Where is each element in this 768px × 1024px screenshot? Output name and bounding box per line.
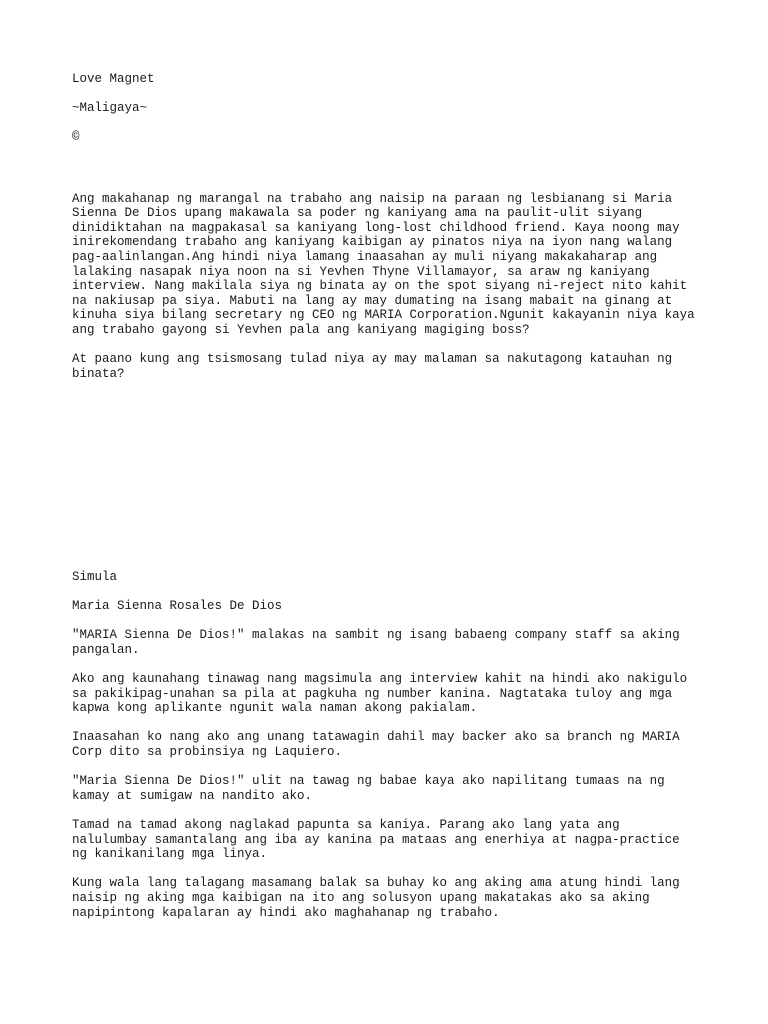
pov-name: Maria Sienna Rosales De Dios bbox=[72, 599, 283, 614]
book-title: Love Magnet bbox=[72, 72, 155, 86]
chapter-title: Simula bbox=[72, 569, 118, 584]
synopsis-paragraph: Ang makahanap ng marangal na trabaho ang naisip na paraan ng lesbianang si Maria Sienna De Dios upang makawala sa poder ng kaniyang ama na paulit-ulit siyang dinidiktahan na magpakasal sa kaniyang long-lost childhood friend. Kaya noong may inirekomendang trabaho ang kaniyang kaibigan ay pinatos niya na iyon nang walang pag-aalinlangan.Ang hindi niya lamang inaasahan ay muli niyang makakaharap ang lalaking nasapak niya noon na si Yevhen Thyne Villamayor, sa araw ng kaniyang interview. Nang makilala siya ng binata ay on the spot siyang ni-reject nito kahit na nakiusap pa siya. Mabuti na lang ay may dumating na isang mabait na ginang at kinuha siya bilang secretary ng CEO ng MARIA Corporation.Ngunit kakayanin niya kaya ang trabaho gayong si Yevhen pala ang kaniyang magiging boss? bbox=[72, 191, 695, 337]
copyright-symbol: © bbox=[72, 130, 80, 145]
synopsis-paragraph: At paano kung ang tsismosang tulad niya ay may malaman sa nakutagong katauhan ng binata? bbox=[72, 352, 673, 381]
story-paragraph: Tamad na tamad akong naglakad papunta sa kaniya. Parang ako lang yata ang nalulumbay samantalang ang iba ay kanina pa mataas ang enerhiya at nagpa-practice ng kanikanilang mga linya. bbox=[72, 817, 680, 862]
spacer bbox=[72, 396, 702, 570]
story-paragraph: Ako ang kaunahang tinawag nang magsimula ang interview kahit na hindi ako nakigulo sa pakikipag-unahan sa pila at pagkuha ng number kanina. Nagtataka tuloy ang mga kapwa kong aplikante ngunit wala naman akong pakialam. bbox=[72, 672, 688, 716]
spacer bbox=[72, 160, 702, 192]
story-paragraph: "Maria Sienna De Dios!" ulit na tawag ng babae kaya ako napilitang tumaas na ng kamay at sumigaw na nandito ako. bbox=[72, 774, 665, 803]
story-paragraph: "MARIA Sienna De Dios!" malakas na sambit ng isang babaeng company staff sa aking pangalan. bbox=[72, 628, 680, 657]
story-paragraph: Inaasahan ko nang ako ang unang tatawagin dahil may backer ako sa branch ng MARIA Corp dito sa probinsiya ng Laquiero. bbox=[72, 730, 680, 759]
document-page bbox=[72, 72, 702, 935]
author-name: ~Maligaya~ bbox=[72, 101, 148, 116]
story-paragraph: Kung wala lang talagang masamang balak sa buhay ko ang aking ama atung hindi lang naisip ng aking mga kaibigan na ito ang solusyon upang makatakas ako sa aking napipintong kapalaran ay hindi ako maghahanap ng trabaho. bbox=[72, 876, 680, 920]
